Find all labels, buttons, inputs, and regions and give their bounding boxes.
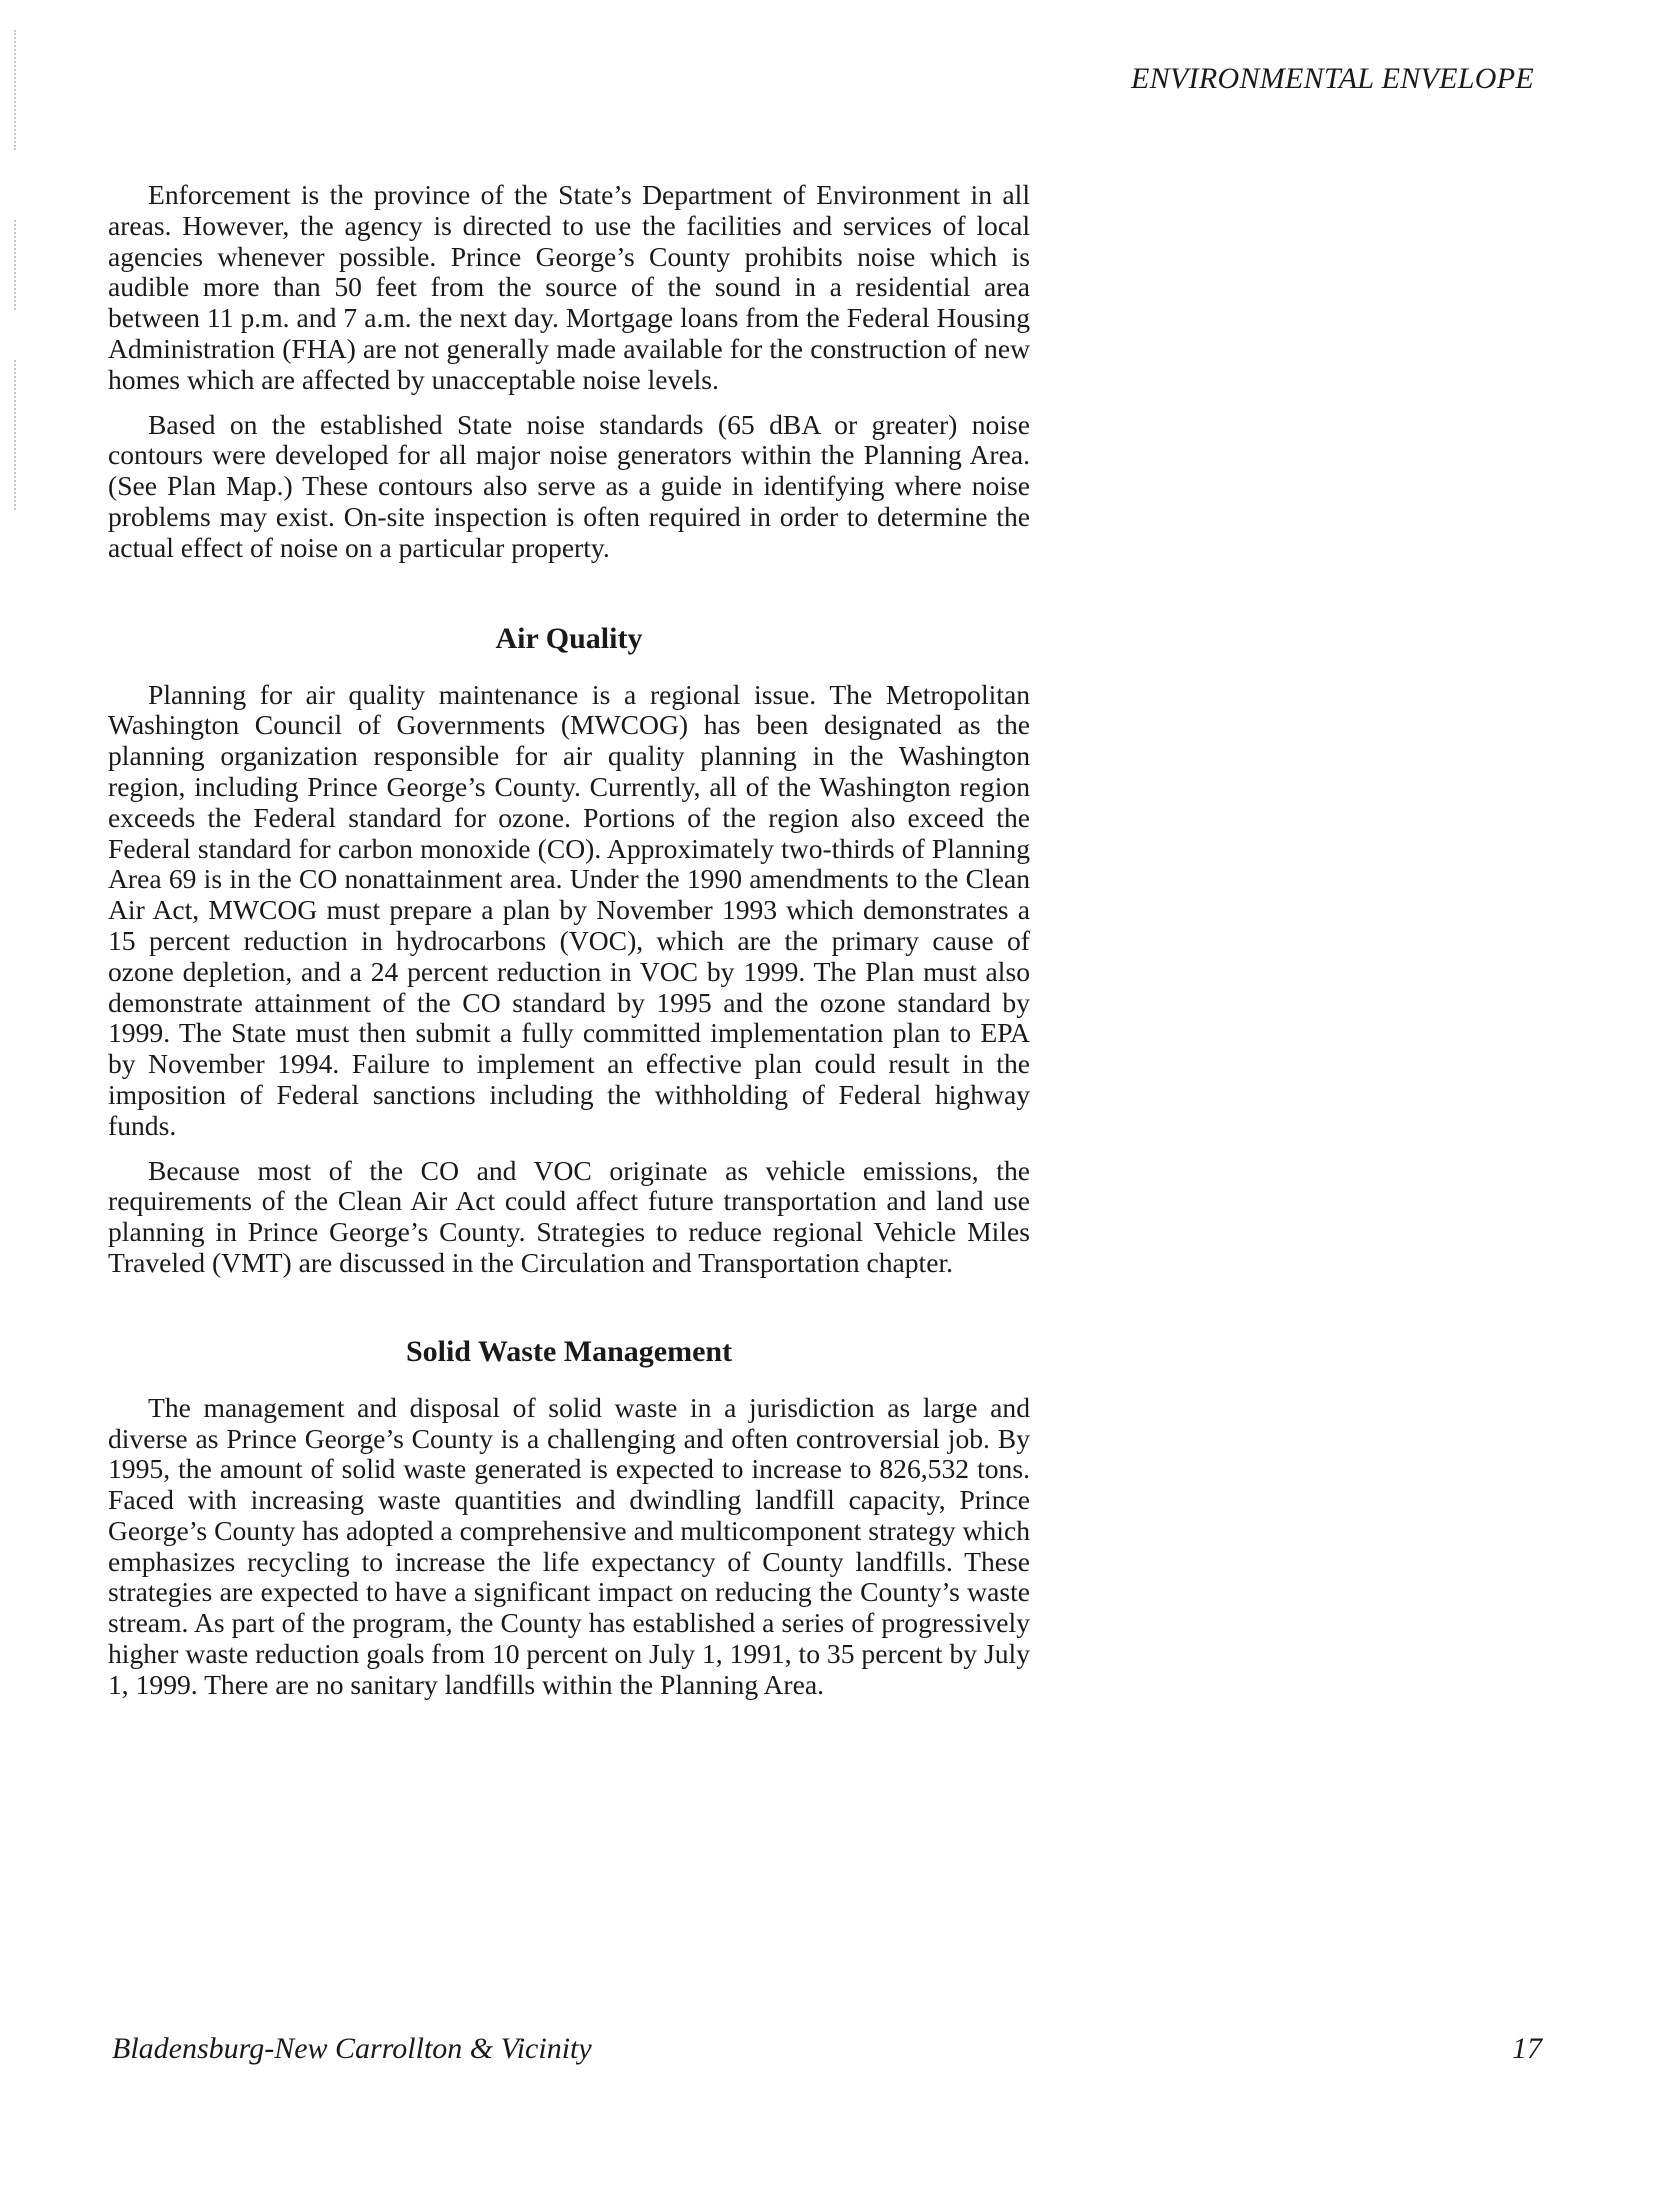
footer-document-title: Bladensburg-New Carrollton & Vicinity bbox=[112, 2032, 592, 2065]
solid-waste-heading: Solid Waste Management bbox=[405, 1334, 733, 1368]
air-quality-heading: Air Quality bbox=[495, 621, 643, 655]
solid-waste-paragraph: The management and disposal of solid waste in a jurisdiction as large and diverse as Prince George’s County is a challenging and often controversial job. By 1995, the amount of solid waste generated is expected to increase to 826,532 tons. Faced with increasing waste quantities and dwindling landfill capacity, Prince George’s County has adopted a comprehensive and multicomponent strategy which emphasizes recycling to increase the life expectancy of County landfills. These strategies are expected to have a significant impact on reducing the County’s waste stream. As part of the program, the County has established a series of progressively higher waste reduction goals from 10 percent on July 1, 1991, to 35 percent by July 1, 1999. There are no sanitary landfills within the Planning Area. bbox=[108, 1391, 1030, 1700]
air-quality-section bbox=[108, 622, 1030, 1279]
noise-paragraph-contours: Based on the established State noise standards (65 dBA or greater) noise contours were developed for all major noise generators within the Planning Area. (See Plan Map.) These contours also serve as a guide in identifying where noise problems may exist. On-site inspection is often required in order to determine the actual effect of noise on a particular property. bbox=[108, 408, 1030, 563]
scan-speck bbox=[14, 220, 26, 310]
noise-paragraph-enforcement: Enforcement is the province of the State’s Department of Environment in all areas. However, the agency is directed to use the facilities and services of local agencies whenever possible. Prince George’s County prohibits noise which is audible more than 50 feet from the source of the sound in a residential area between 11 p.m. and 7 a.m. the next day. Mortgage loans from the Federal Housing Administration (FHA) are not generally made available for the construction of new homes which are affected by unacceptable noise levels. bbox=[108, 179, 1030, 395]
scan-speck bbox=[14, 30, 26, 150]
scan-speck bbox=[14, 360, 26, 510]
solid-waste-section bbox=[108, 1335, 1030, 1701]
scan-artifact-marks bbox=[14, 30, 34, 590]
noise-section bbox=[108, 180, 1030, 564]
air-quality-paragraph-planning: Planning for air quality maintenance is a regional issue. The Metropolitan Washington Council of Governments (MWCOG) has been designated as the planning organization responsible for air quality planning in the Washington region, including Prince George’s County. Currently, all of the Washington region exceeds the Federal standard for ozone. Portions of the region also exceed the Federal standard for carbon monoxide (CO). Approximately two-thirds of Planning Area 69 is in the CO nonattainment area. Under the 1990 amendments to the Clean Air Act, MWCOG must prepare a plan by November 1993 which demonstrates a 15 percent reduction in hydrocarbons (VOC), which are the primary cause of ozone depletion, and a 24 percent reduction in VOC by 1999. The Plan must also demonstrate attainment of the CO standard by 1995 and the ozone standard by 1999. The State must then submit a fully committed implementation plan to EPA by November 1994. Failure to implement an effective plan could result in the imposition of Federal sanctions including the withholding of Federal highway funds. bbox=[108, 678, 1030, 1141]
running-header: ENVIRONMENTAL ENVELOPE bbox=[1131, 62, 1534, 95]
air-quality-paragraph-emissions: Because most of the CO and VOC originate as vehicle emissions, the requirements of the Clean Air Act could affect future transportation and land use planning in Prince George’s County. Strategies to reduce regional Vehicle Miles Traveled (VMT) are discussed in the Circulation and Transportation chapter. bbox=[108, 1154, 1030, 1278]
body-text-column bbox=[108, 180, 1030, 1701]
page-number: 17 bbox=[1512, 2032, 1542, 2065]
running-footer bbox=[112, 2032, 1542, 2072]
